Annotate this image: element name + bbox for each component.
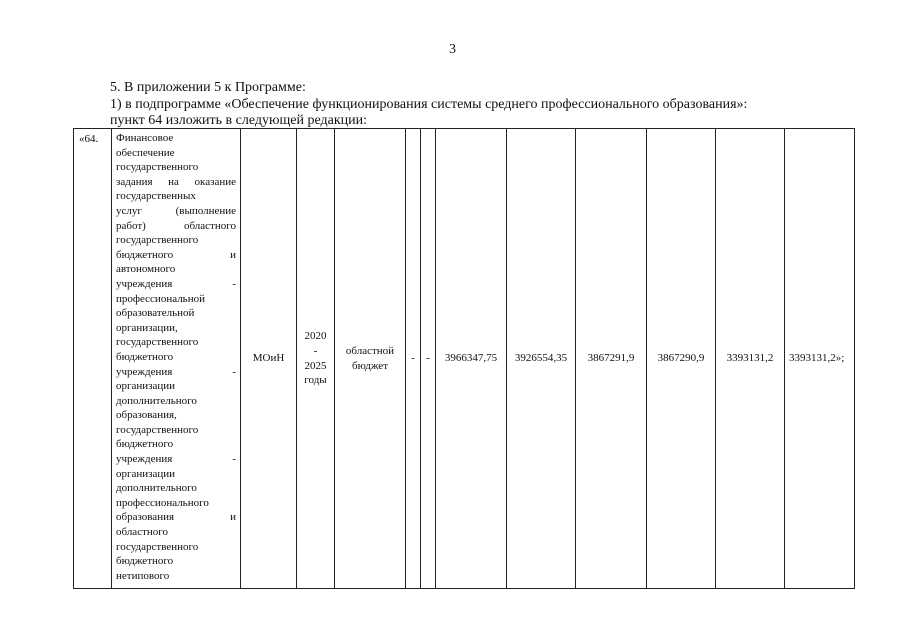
description-word: государственного bbox=[116, 423, 199, 436]
description-line bbox=[116, 496, 236, 511]
description-word: дополнительного bbox=[116, 394, 197, 407]
description-line bbox=[116, 540, 236, 555]
description-line bbox=[116, 321, 236, 336]
description-word: образования bbox=[116, 511, 175, 524]
period-end: 2025 bbox=[304, 359, 327, 372]
description-word: профессиональной bbox=[116, 292, 205, 305]
description-word: работ) bbox=[116, 219, 146, 232]
description-line bbox=[116, 379, 236, 394]
description-word: учреждения bbox=[116, 365, 173, 378]
description-line bbox=[116, 394, 236, 409]
item-description bbox=[116, 131, 236, 583]
description-line bbox=[116, 233, 236, 248]
description-word: государственного bbox=[116, 161, 199, 174]
description-line bbox=[116, 335, 236, 350]
description-line bbox=[116, 437, 236, 452]
period-dash: - bbox=[313, 344, 318, 357]
description-line bbox=[116, 510, 236, 525]
amount-cell-4: 3867290,9 bbox=[647, 129, 716, 589]
funding-source-line1: областной bbox=[345, 344, 395, 357]
description-word: организации, bbox=[116, 321, 178, 334]
description-word: и bbox=[230, 511, 236, 524]
description-line bbox=[116, 306, 236, 321]
description-word: бюджетного bbox=[116, 555, 174, 568]
amount-cell-2: 3926554,35 bbox=[507, 129, 576, 589]
description-line bbox=[116, 569, 236, 584]
description-line bbox=[116, 204, 236, 219]
description-word: образовательной bbox=[116, 307, 195, 320]
responsible-cell: МОиН bbox=[241, 129, 297, 589]
description-line bbox=[116, 248, 236, 263]
description-word: - bbox=[232, 453, 236, 466]
description-word: учреждения bbox=[116, 453, 173, 466]
description-word: услуг bbox=[116, 204, 142, 217]
description-word: - bbox=[232, 365, 236, 378]
description-word: (выполнение bbox=[175, 204, 236, 217]
description-line bbox=[116, 146, 236, 161]
description-word: бюджетного bbox=[116, 438, 174, 451]
table-row bbox=[74, 129, 855, 589]
description-word: образования, bbox=[116, 409, 177, 422]
description-word: государственного bbox=[116, 234, 199, 247]
amendment-subprogram-line: 1) в подпрограмме «Обеспечение функционирования системы среднего профессионального образования»: bbox=[110, 97, 748, 112]
description-line bbox=[116, 175, 236, 190]
description-line bbox=[116, 189, 236, 204]
description-line bbox=[116, 423, 236, 438]
description-word: областного bbox=[183, 219, 236, 232]
period-cell bbox=[297, 129, 335, 589]
description-word: нетипового bbox=[116, 569, 170, 582]
page-number: 3 bbox=[449, 42, 456, 57]
funding-source-line2: бюджет bbox=[352, 359, 388, 372]
description-word: государственного bbox=[116, 540, 199, 553]
amendment-item-line: пункт 64 изложить в следующей редакции: bbox=[110, 113, 367, 128]
amount-cell-3: 3867291,9 bbox=[576, 129, 647, 589]
period-unit: годы bbox=[304, 374, 327, 387]
description-word: и bbox=[230, 248, 236, 261]
description-line bbox=[116, 481, 236, 496]
description-word: организации bbox=[116, 380, 176, 393]
description-word: государственного bbox=[116, 336, 199, 349]
amount-cell-6: 3393131,2»; bbox=[785, 129, 855, 589]
description-word: задания bbox=[116, 175, 153, 188]
description-line bbox=[116, 277, 236, 292]
description-word: обеспечение bbox=[116, 146, 175, 159]
description-line bbox=[116, 408, 236, 423]
description-word: бюджетного bbox=[116, 350, 174, 363]
amount-cell-5: 3393131,2 bbox=[716, 129, 785, 589]
description-word: дополнительного bbox=[116, 482, 197, 495]
description-word: оказание bbox=[194, 175, 236, 188]
dash-cell: - bbox=[421, 129, 436, 589]
dash-cell: - bbox=[406, 129, 421, 589]
description-line bbox=[116, 160, 236, 175]
description-word: автономного bbox=[116, 263, 176, 276]
amount-cell-1: 3966347,75 bbox=[436, 129, 507, 589]
description-word: Финансовое bbox=[116, 132, 174, 144]
description-word: организации bbox=[116, 467, 176, 480]
item-number-cell: «64. bbox=[74, 129, 112, 589]
description-word: областного bbox=[116, 526, 169, 539]
description-word: бюджетного bbox=[116, 248, 174, 261]
program-table bbox=[73, 128, 855, 589]
description-word: на bbox=[168, 175, 179, 188]
description-line bbox=[116, 525, 236, 540]
description-line bbox=[116, 467, 236, 482]
description-line bbox=[116, 219, 236, 234]
description-line bbox=[116, 131, 236, 146]
description-word: государственных bbox=[116, 190, 196, 203]
description-line bbox=[116, 365, 236, 380]
period-start: 2020 bbox=[304, 330, 327, 343]
description-word: - bbox=[232, 277, 236, 290]
item-description-cell bbox=[112, 129, 241, 589]
amendment-heading: 5. В приложении 5 к Программе: bbox=[110, 80, 306, 95]
description-line bbox=[116, 292, 236, 307]
description-word: профессионального bbox=[116, 496, 209, 509]
description-word: учреждения bbox=[116, 277, 173, 290]
description-line bbox=[116, 350, 236, 365]
funding-source-cell bbox=[335, 129, 406, 589]
description-line bbox=[116, 262, 236, 277]
description-line bbox=[116, 554, 236, 569]
description-line bbox=[116, 452, 236, 467]
